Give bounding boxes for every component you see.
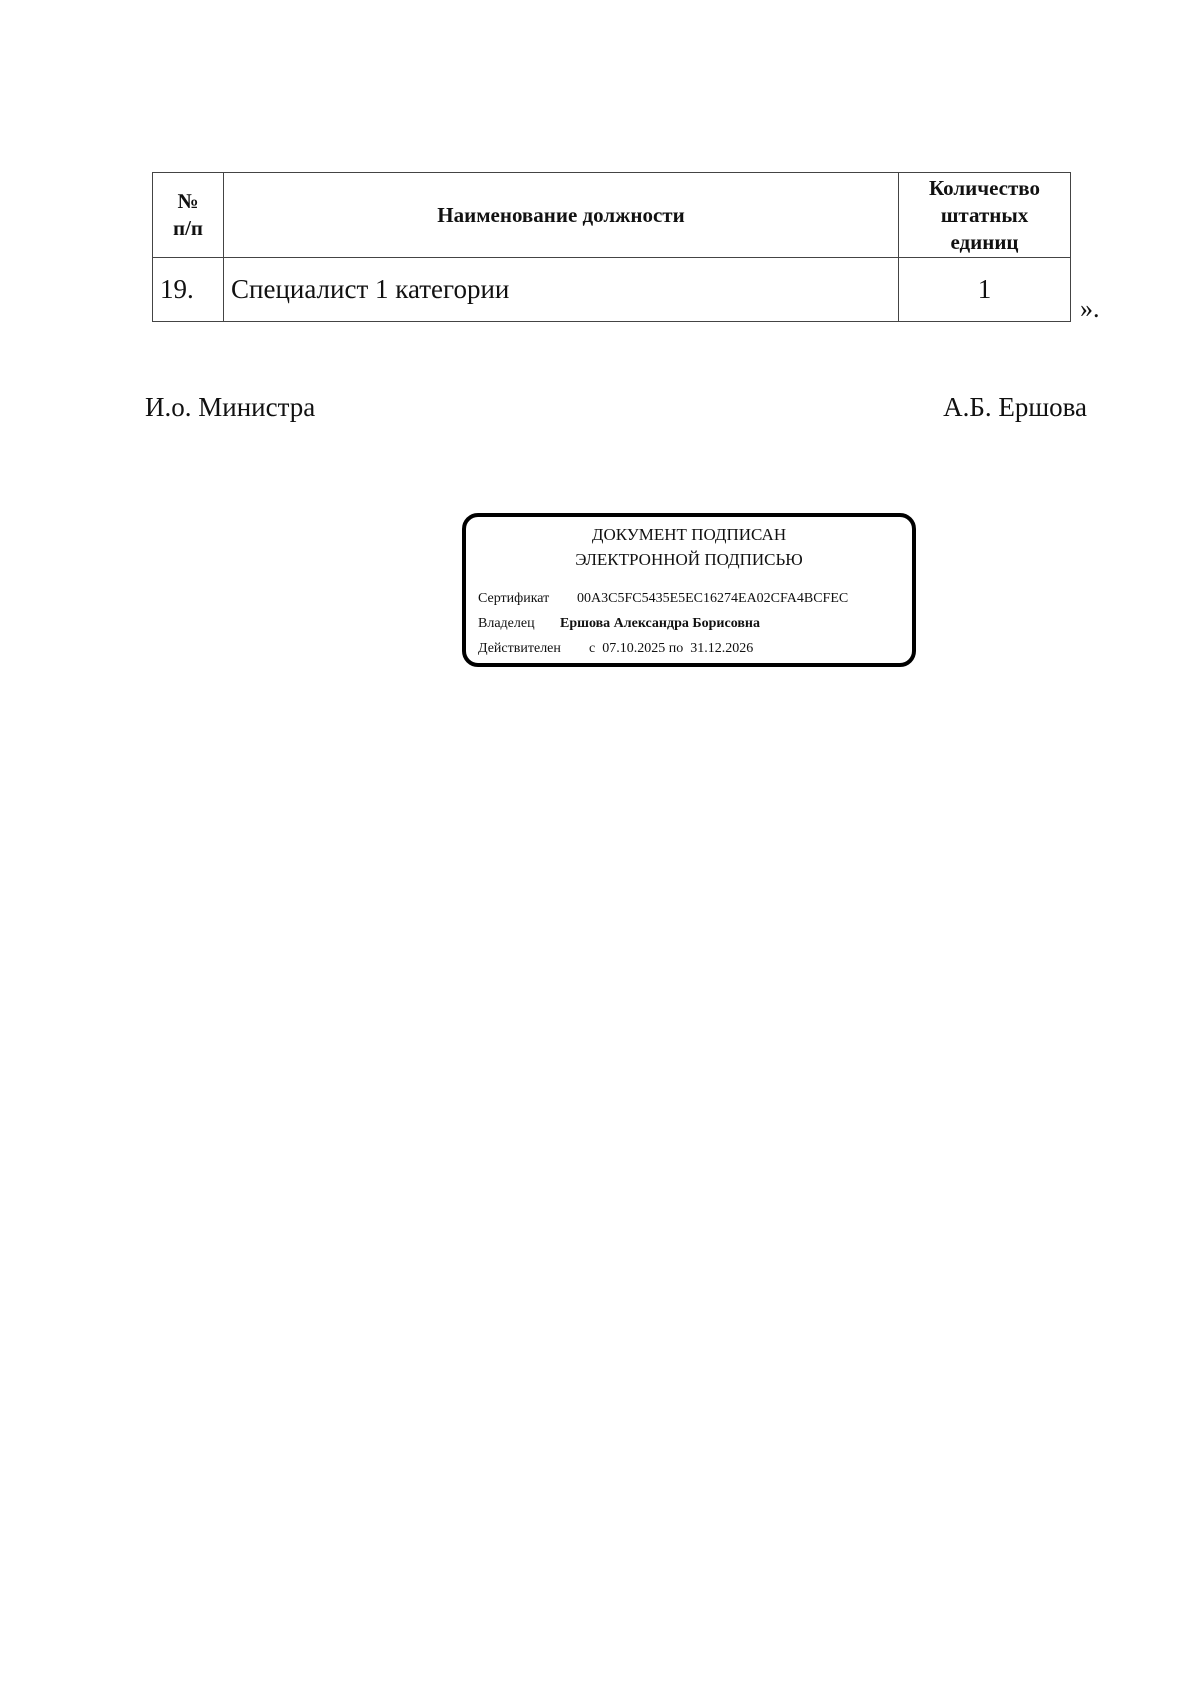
staff-positions-table xyxy=(152,172,1071,322)
row-position-title: Специалист 1 категории xyxy=(224,258,899,322)
owner-value: Ершова Александра Борисовна xyxy=(560,616,760,631)
table-header-row xyxy=(153,173,1071,258)
closing-quote: ». xyxy=(1080,294,1100,323)
certificate-label: Сертификат xyxy=(478,591,550,606)
header-position-title: Наименование должности xyxy=(224,173,899,258)
header-number: № п/п xyxy=(153,173,224,258)
header-quantity: Количество штатных единиц xyxy=(899,173,1071,258)
certificate-value: 00A3C5FC5435E5EC16274EA02CFA4BCFEC xyxy=(577,591,849,606)
table-row xyxy=(153,258,1071,322)
stamp-title-line2: ЭЛЕКТРОННОЙ ПОДПИСЬЮ xyxy=(575,550,803,569)
electronic-signature-stamp xyxy=(462,513,916,667)
row-number: 19. xyxy=(153,258,224,322)
signatory-name: А.Б. Ершова xyxy=(943,392,1087,422)
row-quantity: 1 xyxy=(899,258,1071,322)
stamp-owner-row xyxy=(478,615,760,633)
owner-label: Владелец xyxy=(478,616,535,631)
validity-value: с 07.10.2025 по 31.12.2026 xyxy=(589,641,754,656)
stamp-certificate-row xyxy=(478,590,848,608)
validity-label: Действителен xyxy=(478,641,561,656)
signatory-role: И.о. Министра xyxy=(145,392,316,422)
stamp-title-line1: ДОКУМЕНТ ПОДПИСАН xyxy=(591,525,787,544)
stamp-validity-row xyxy=(478,640,753,658)
